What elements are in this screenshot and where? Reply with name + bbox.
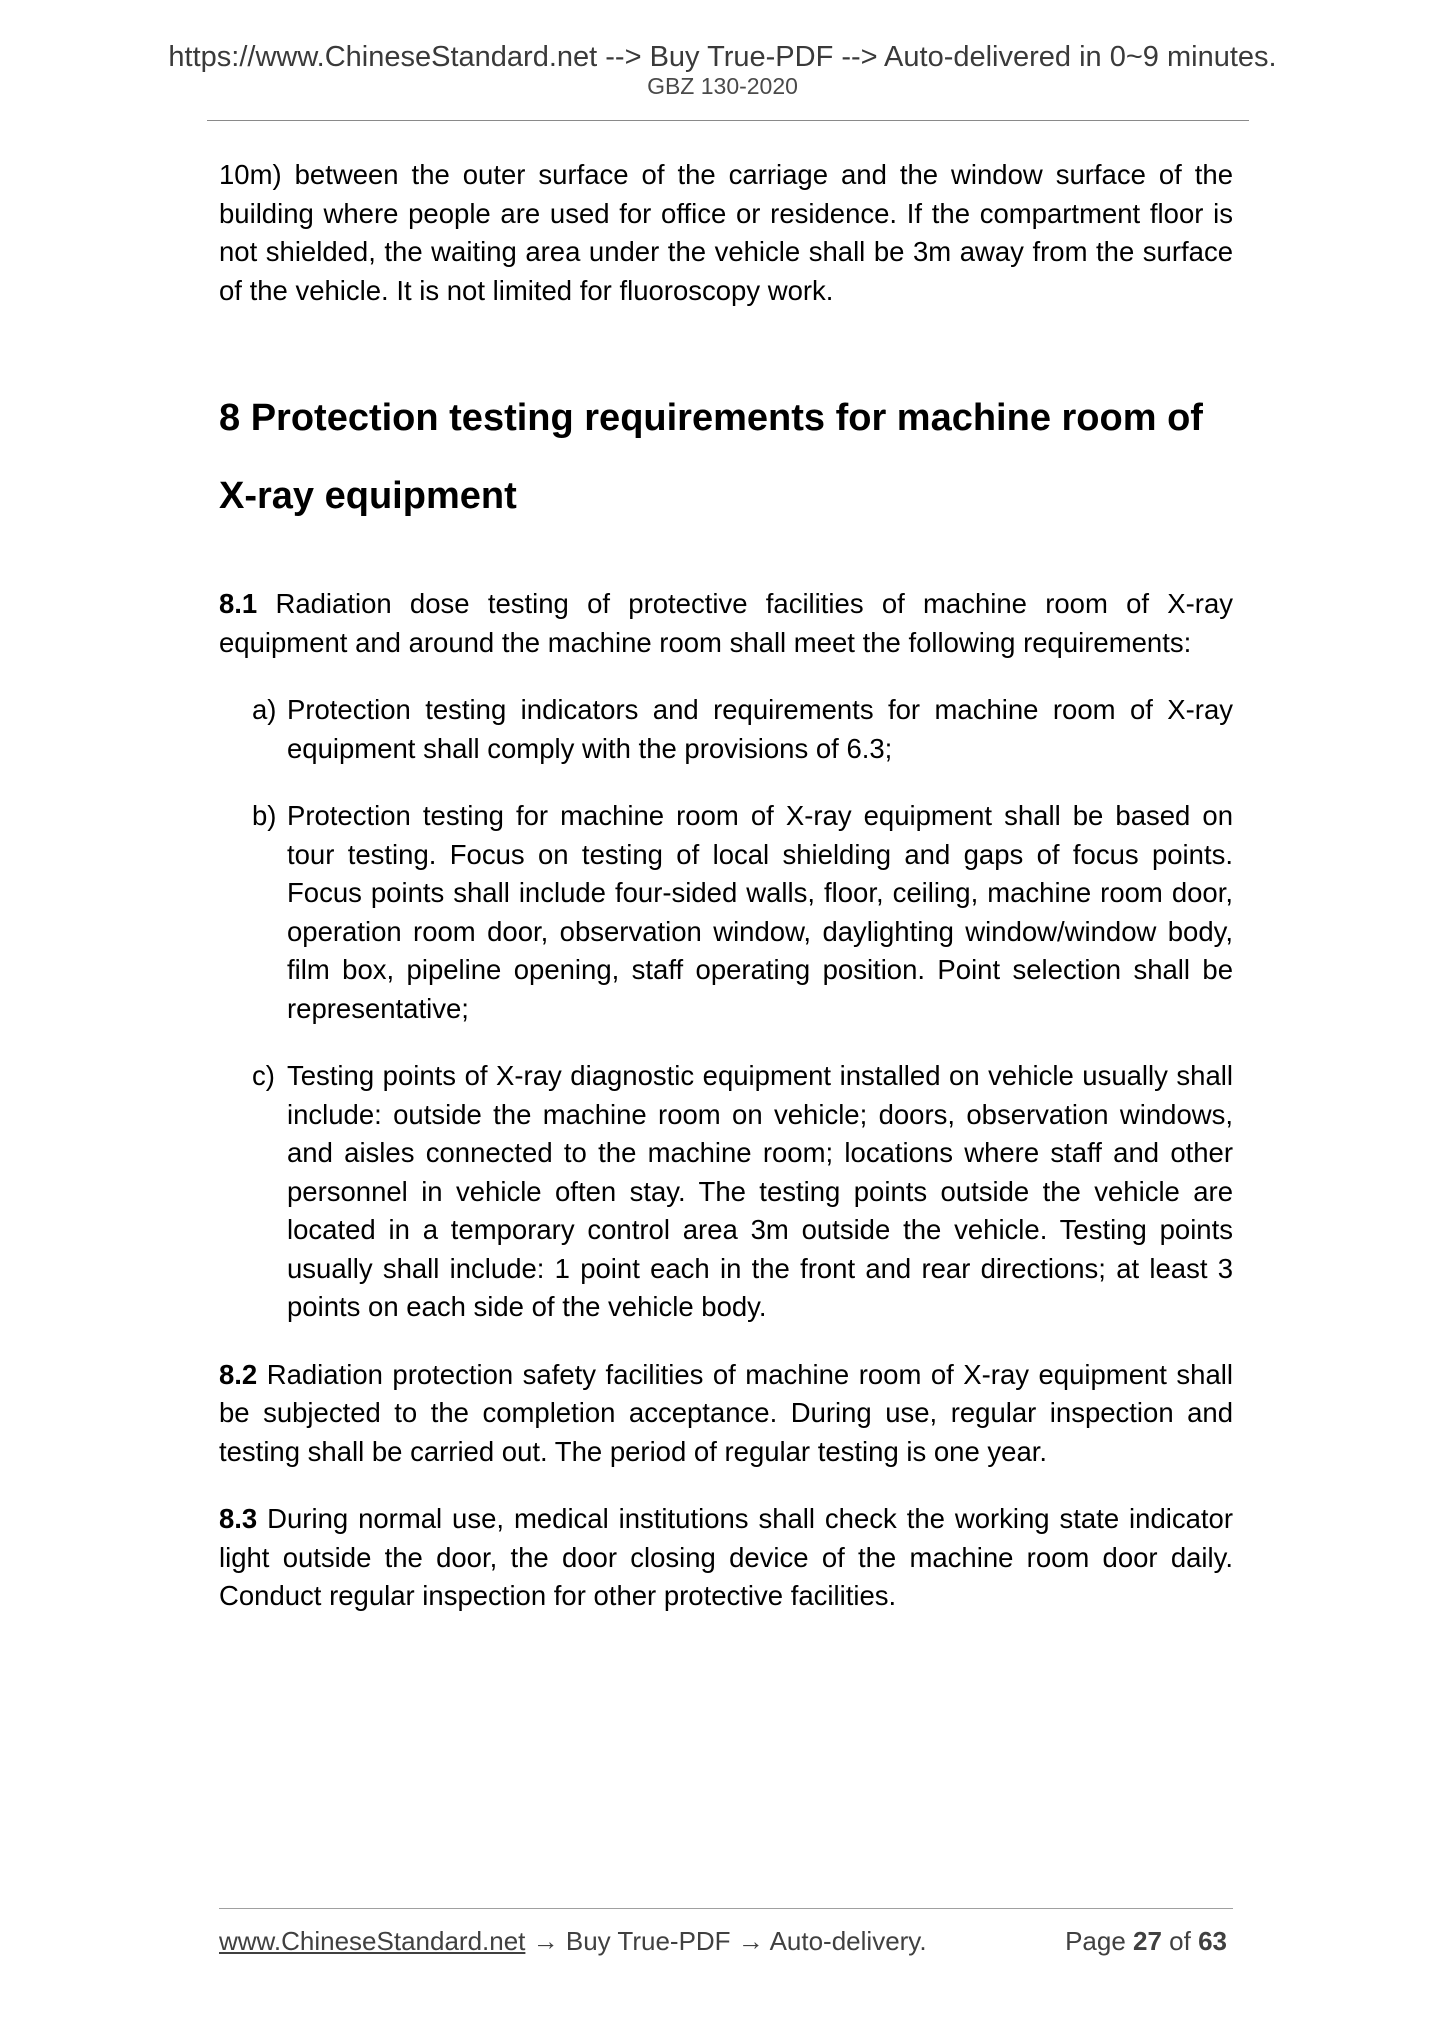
document-code: GBZ 130-2020 (647, 73, 798, 99)
list-item-b (252, 797, 1233, 1028)
footer-tagline: → Buy True-PDF → Auto-delivery. (525, 1926, 927, 1956)
footer-divider (219, 1908, 1233, 1909)
clause-text: Radiation dose testing of protective facilities of machine room of X-ray equipment and around the machine room shall meet the following requirements: (219, 588, 1233, 658)
list-item-text: Protection testing for machine room of X-ray equipment shall be based on tour testing. Focus on testing of local shielding and gaps of focus points. Focus points shall include four-sided walls, floor, ceiling, machine room door, operation room door, observation window, daylighting window/window body, film box, pipeline opening, staff operating position. Point selection shall be representative; (287, 800, 1233, 1024)
site-link[interactable]: www.ChineseStandard.net (219, 1926, 526, 1956)
page-content (219, 156, 1233, 1645)
clause-number: 8.2 (219, 1358, 258, 1390)
section-heading: 8 Protection testing requirements for machine room of X-ray equipment (219, 397, 1203, 517)
header-divider (207, 120, 1249, 121)
continuation-paragraph: 10m) between the outer surface of the carriage and the window surface of the building where people are used for office or residence. If the compartment floor is not shielded, the waiting area under the vehicle shall be 3m away from the surface of the vehicle. It is not limited for fluoroscopy work. (219, 159, 1233, 306)
footer-source (219, 1925, 927, 1957)
clause-8-2 (219, 1356, 1233, 1472)
clause-number: 8.1 (219, 588, 258, 619)
clause-text: During normal use, medical institutions shall check the working state indicator light outside the door, the door closing device of the machine room door daily. Conduct regular inspection for other protective facilities. (219, 1503, 1233, 1611)
list-marker: b) (252, 800, 277, 831)
clause-8-1 (219, 585, 1233, 662)
list-item-text: Protection testing indicators and requirements for machine room of X-ray equipment shall comply with the provisions of 6.3; (287, 694, 1233, 764)
list-item-a (252, 691, 1233, 768)
page-of: of (1161, 1926, 1199, 1956)
clause-text: Radiation protection safety facilities of machine room of X-ray equipment shall be subjected to the completion acceptance. During use, regular inspection and testing shall be carried out. The period of regular testing is one year. (219, 1358, 1233, 1467)
page-label: Page (1065, 1926, 1134, 1956)
list-marker: c) (252, 1060, 275, 1091)
list-marker: a) (252, 694, 277, 725)
list-item-text: Testing points of X-ray diagnostic equipment installed on vehicle usually shall include: outside the machine room on vehicle; doors, observation windows, and aisles connected to the machine room; locations where staff and other personnel in vehicle often stay. The testing points outside the vehicle are located in a temporary control area 3m outside the vehicle. Testing points usually shall include: 1 point each in the front and rear directions; at least 3 points on each side of the vehicle body. (287, 1060, 1233, 1322)
page-indicator (1065, 1925, 1227, 1957)
page-current: 27 (1133, 1926, 1162, 1956)
source-banner: https://www.ChineseStandard.net --> Buy True-PDF --> Auto-delivered in 0~9 minutes. (168, 41, 1277, 73)
clause-number: 8.3 (219, 1503, 258, 1534)
page-total: 63 (1198, 1926, 1227, 1956)
clause-8-3 (219, 1500, 1233, 1616)
list-item-c (252, 1057, 1233, 1327)
